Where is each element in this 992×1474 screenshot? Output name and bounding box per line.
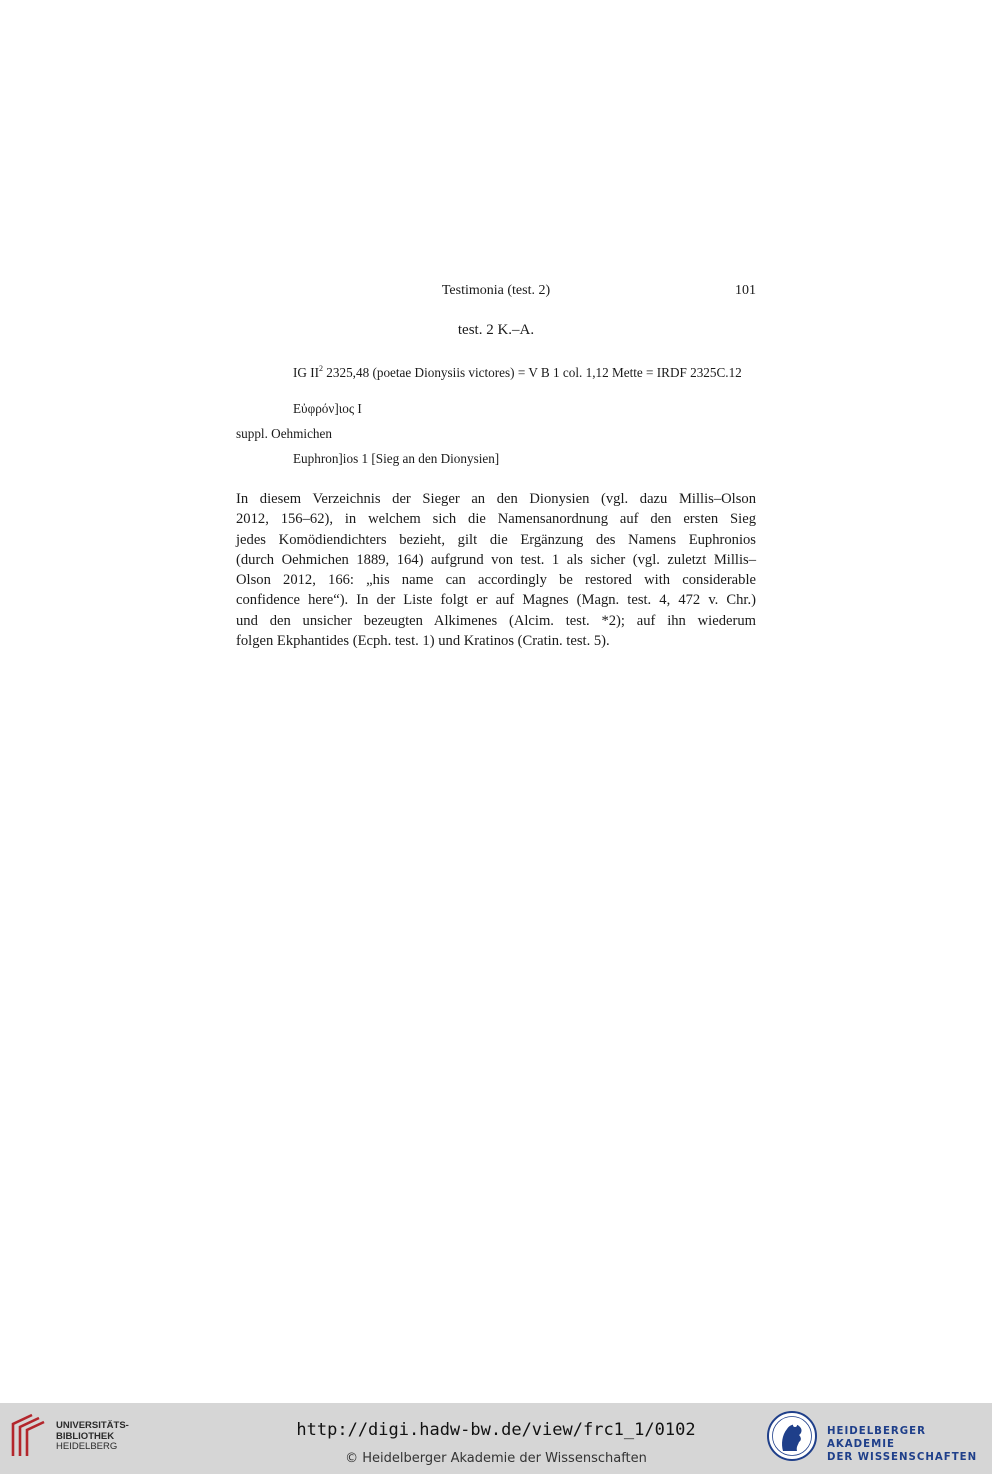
commentary-line: 2012, 156–62), in welchem sich die Namensanordnung auf den ersten Sieg: [236, 511, 756, 528]
commentary-line: folgen Ekphantides (Ecph. test. 1) und Kratinos (Cratin. test. 5).: [236, 633, 610, 650]
source-rest: 2325,48 (poetae Dionysiis victores) = V B 1 col. 1,12 Mette = IRDF 2325C.12: [323, 365, 742, 380]
commentary-line: (durch Oehmichen 1889, 164) aufgrund von test. 1 als sicher (vgl. zuletzt Millis–: [236, 551, 756, 568]
academy-seal-icon[interactable]: [766, 1410, 818, 1462]
test-heading: test. 2 K.–A.: [457, 322, 535, 338]
page-number: 101: [735, 283, 756, 298]
commentary-paragraph: [236, 489, 756, 651]
academy-name[interactable]: [827, 1425, 992, 1464]
greek-text: Εὐφρόν]ιος Ι: [293, 401, 362, 416]
source-prefix: IG II: [293, 365, 319, 380]
library-line-2: BIBLIOTHEK: [56, 1430, 115, 1442]
commentary-line: Olson 2012, 166: „his name can accordingly be restored with considerable: [236, 572, 756, 589]
commentary-line: In diesem Verzeichnis der Sieger an den Dionysien (vgl. dazu Millis–Olson: [236, 491, 756, 507]
academy-line-2: DER WISSENSCHAFTEN: [827, 1452, 978, 1463]
commentary-line: confidence here“). In der Liste folgt er auf Magnes (Magn. test. 4, 472 v. Chr.): [236, 592, 756, 609]
source-citation: [293, 364, 756, 382]
copyright-notice: © Heidelberger Akademie der Wissenschaften: [345, 1451, 647, 1466]
library-line-3: HEIDELBERG: [56, 1441, 118, 1452]
permalink-url[interactable]: http://digi.hadw-bw.de/view/frc1_1/0102: [296, 1420, 696, 1440]
commentary-line: jedes Komödiendichters bezieht, gilt die Ergänzung des Namens Euphronios: [236, 531, 756, 548]
commentary-line: und den unsicher bezeugten Alkimenes (Alcim. test. *2); auf ihn wiederum: [236, 612, 756, 629]
critical-apparatus: suppl. Oehmichen: [236, 426, 332, 441]
running-head: [236, 283, 756, 303]
source-superscript: 2: [319, 364, 323, 373]
running-title: Testimonia (test. 2): [441, 283, 551, 298]
library-line-1: UNIVERSITÄTS-: [56, 1420, 129, 1431]
academy-line-1: HEIDELBERGER AKADEMIE: [827, 1426, 926, 1450]
translation: Euphron]ios 1 [Sieg an den Dionysien]: [293, 451, 500, 466]
